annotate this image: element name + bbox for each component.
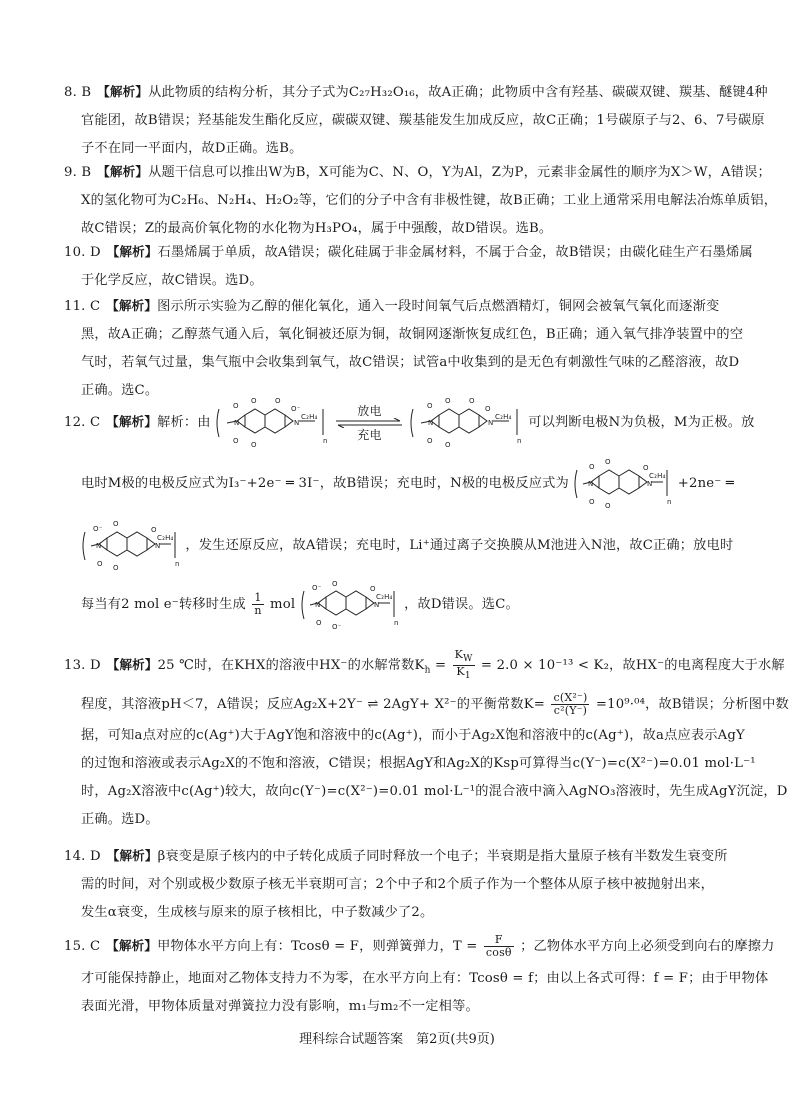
svg-text:N: N <box>588 479 594 488</box>
svg-text:O: O <box>426 436 433 445</box>
svg-text:O: O <box>426 401 433 410</box>
answer-text: 解析：由 <box>157 415 211 430</box>
analysis-tag: 【解析】 <box>106 938 158 953</box>
svg-text:O: O <box>97 559 103 568</box>
svg-text:O: O <box>643 463 650 472</box>
naphthalimide-anion-structure <box>215 395 330 451</box>
question-number: 15. C <box>64 939 101 954</box>
answer-text: 从题干信息可以推出W为B，X可能为C、N、O，Y为Al，Z为P，元素非金属性的顺序为X＞W，A错误； <box>148 165 771 180</box>
answer-text: 黑，故A正确；乙醇蒸气通入后，氧化铜被还原为铜，故铜网逐渐恢复成红色，B正确；通入氧气排净装置中的空 <box>81 327 744 342</box>
charge-label: 充电 <box>357 427 382 442</box>
answer-text: ；乙物体水平方向上必须受到向右的摩擦力 <box>520 939 775 954</box>
naphthalimide-structure <box>573 456 673 512</box>
svg-text:C₂H₄: C₂H₄ <box>649 471 666 480</box>
equilibrium-constant-fraction: $\frac{\text{c(X²⁻)}}{\text{c²(Y⁻)}}$ <box>553 690 588 717</box>
svg-text:O: O <box>113 563 119 572</box>
svg-text:N: N <box>373 600 380 609</box>
svg-text:C₂H₄: C₂H₄ <box>301 412 318 421</box>
analysis-tag: 【解析】 <box>97 164 149 179</box>
answer-text: 程度，其溶液pH＜7，A错误；反应Ag₂X+2Y⁻ ⇌ 2AgY+ X²⁻的平衡常数K= <box>81 696 546 712</box>
answer-text: 官能团，故B错误；羟基能发生酯化反应，碳碳双键、羰基能发生加成反应，故C正确；1号碳原子与2、6、7号碳原 <box>81 113 765 128</box>
question-number: 12. C <box>64 415 101 430</box>
svg-text:C₂H₄: C₂H₄ <box>157 533 174 542</box>
svg-text:O⁻: O⁻ <box>331 622 342 631</box>
answer-text: ，故D错误。选C。 <box>404 597 519 612</box>
svg-text:O: O <box>605 457 612 466</box>
svg-text:O: O <box>233 401 239 410</box>
svg-text:O: O <box>331 579 338 588</box>
answer-text: 据，可知a点对应的c(Ag⁺)大于AgY饱和溶液中的c(Ag⁺)，而小于Ag₂X饱和溶液中的c(Ag⁺)，故a点应表示AgY <box>81 727 745 743</box>
answer-text: 故C错误；Z的最高价氧化物的水化物为H₃PO₄，属于中强酸，故D错误。选B。 <box>81 221 553 236</box>
answer-text: 每当有2 mol e⁻转移时生成 <box>81 597 246 612</box>
answer-text: 石墨烯属于单质，故A错误；碳化硅属于非金属材料，不属于合金，故B错误；由碳化硅生产石墨烯属 <box>157 245 753 260</box>
analysis-tag: 【解析】 <box>97 84 149 99</box>
answer-text: = 2.0 × 10⁻¹³ < K₂，故HX⁻的电离程度大于水解 <box>480 658 785 673</box>
fraction-1-over-n: $\frac{1}{n}$ <box>254 591 262 617</box>
reaction-arrows <box>334 404 404 442</box>
answer-15 <box>64 928 775 1021</box>
answer-13: 13. D 【解析】25 ℃时，在KHX的溶液中HX⁻的水解常数$K_h$ = $\frac{K_W}{K_1}$ = 2.0 × 10⁻¹³ < K₂，故HX⁻的电离程度大于水解 程度，其溶液pH＜7，A错误；反应Ag₂X+2Y⁻ ⇌ 2AgY+ X²⁻的平衡常数K= $\frac{\text{c(X²⁻)}}{\text{c²(Y⁻)}}$ =10⁹·⁰⁴，故B错误；分析图中数 据，可知a点对应的c(Ag⁺)大于AgY饱和溶液中的c(Ag⁺)，而小于Ag₂X饱和溶液中的c(Ag⁺)，故a点应表示AgY 的过饱和溶液或表示Ag₂X的不饱和溶液，C错误；根据AgY和Ag₂X的Ksp可算得当c(Y⁻)=c(X²⁻)=0.01 mol·L⁻¹ 时，Ag₂X溶液中c(Ag⁺)较大，故向c(Y⁻)=c(X²⁻)=0.01 mol·L⁻¹的混合液中滴入AgNO₃溶液时，先生成AgY沉淀，D 正确。选D。 <box>64 648 764 834</box>
f-over-cos-theta-fraction: $\frac{F}{\cos\theta}$ <box>485 933 512 959</box>
svg-text:C₂H₄: C₂H₄ <box>375 592 393 601</box>
svg-text:n: n <box>516 436 522 445</box>
discharge-label: 放电 <box>357 403 382 418</box>
answer-10 <box>64 238 764 295</box>
question-number: 10. D <box>64 245 101 260</box>
reduced-naphthalimide-structure <box>81 518 181 574</box>
answer-text: X的氢化物可为C₂H₆、N₂H₄、H₂O₂等，它们的分子中含有非极性键，故B正确；工业上通常采用电解法冶炼单质铝， <box>81 193 778 208</box>
svg-text:C₂H₄: C₂H₄ <box>494 412 512 421</box>
svg-text:O: O <box>589 497 596 506</box>
svg-text:O: O <box>468 396 475 405</box>
svg-text:n: n <box>393 618 399 627</box>
answer-text: ，发生还原反应，故A错误；充电时，Li⁺通过离子交换膜从M池进入N池，故C正确；放电时 <box>185 538 734 553</box>
answer-text: +2ne⁻ ═ <box>677 476 734 491</box>
answer-text: 从此物质的结构分析，其分子式为C₂₇H₃₂O₁₆，故A正确；此物质中含有羟基、碳碳双键、羰基、醚键4种 <box>148 85 768 100</box>
answer-12 <box>64 392 764 633</box>
svg-text:O: O <box>369 584 376 593</box>
question-number: 8. B <box>64 85 92 100</box>
svg-text:N: N <box>314 600 321 609</box>
answer-14 <box>64 842 764 927</box>
svg-text:O⁻: O⁻ <box>311 583 322 592</box>
answer-text: 气时，若氧气过量，集气瓶中会收集到氧气，故C错误；试管a中收集到的是无色有刺激性气味的乙醛溶液，故D <box>81 355 740 370</box>
question-number: 11. C <box>64 299 101 314</box>
answer-text: 图示所示实验为乙醇的催化氧化，通入一段时间氧气后点燃酒精灯，铜网会被氧气氧化而逐渐变 <box>157 299 720 314</box>
svg-text:O: O <box>444 440 451 449</box>
analysis-tag: 【解析】 <box>106 244 158 259</box>
question-number: 14. D <box>64 849 101 864</box>
analysis-tag: 【解析】 <box>106 414 158 429</box>
answer-text: mol <box>270 597 296 612</box>
subscript-h: h <box>424 665 431 676</box>
svg-text:N: N <box>427 418 434 427</box>
answer-11 <box>64 292 764 405</box>
analysis-tag: 【解析】 <box>106 848 158 863</box>
svg-text:O: O <box>151 525 157 534</box>
answer-text: =10⁹·⁰⁴，故B错误；分析图中数 <box>595 696 789 712</box>
svg-text:n: n <box>667 497 672 506</box>
equilibrium-arrow-icon <box>334 418 404 428</box>
svg-text:O: O <box>589 462 596 471</box>
answer-text: 才可能保持静止，地面对乙物体支持力不为零，在水平方向上有：Tcosθ = f；由以上各式可得：f = F；由于甲物体 <box>81 971 769 986</box>
answer-text: 正确。选D。 <box>81 811 159 827</box>
answer-text: 电时M极的电极反应式为I₃⁻+2e⁻ ═ 3I⁻，故B错误；充电时，N极的电极反应式为 <box>81 476 569 491</box>
answer-text: 正确。选C。 <box>81 383 159 398</box>
product-structure <box>300 579 400 631</box>
answer-text: β衰变是原子核内的中子转化成质子同时释放一个电子；半衰期是指大量原子核有半数发生衰变所 <box>157 849 728 864</box>
answer-text: 可以判断电极N为负极，M为正极。放 <box>528 415 755 430</box>
svg-text:N: N <box>294 418 300 427</box>
kw-over-k1-fraction: $\frac{K_W}{K_1}$ <box>454 647 473 682</box>
svg-text:O: O <box>233 436 239 445</box>
svg-text:O⁻: O⁻ <box>93 524 103 533</box>
answer-text: 需的时间，对个别或极少数原子核无半衰期可言；2个中子和2个质子作为一个整体从原子核中被抛射出来， <box>81 877 715 892</box>
answer-text: 时，Ag₂X溶液中c(Ag⁺)较大，故向c(Y⁻)=c(X²⁻)=0.01 mol·L⁻¹的混合液中滴入AgNO₃溶液时，先生成AgY沉淀，D <box>81 783 788 799</box>
question-number: 13. D <box>64 658 101 673</box>
svg-text:O: O <box>444 396 451 405</box>
question-number: 9. B <box>64 165 92 180</box>
naphthalimide-neutral-structure <box>409 395 524 451</box>
svg-text:O: O <box>484 404 491 413</box>
answer-text: 发生α衰变，生成核与原来的原子核相比，中子数减少了2。 <box>81 905 434 920</box>
svg-text:O: O <box>315 618 322 627</box>
svg-text:O: O <box>113 519 119 528</box>
analysis-tag: 【解析】 <box>106 298 158 313</box>
answer-9 <box>64 158 778 243</box>
answer-text: 甲物体水平方向上有：Tcosθ = F，则弹簧弹力，T = <box>157 939 482 954</box>
svg-text:N: N <box>96 541 102 550</box>
answer-text: 的过饱和溶液或表示Ag₂X的不饱和溶液，C错误；根据AgY和Ag₂X的Ksp可算得当c(Y⁻)=c(X²⁻)=0.01 mol·L⁻¹ <box>81 755 756 771</box>
svg-text:n: n <box>323 436 328 445</box>
svg-text:O: O <box>605 501 612 510</box>
answer-8 <box>64 78 768 163</box>
svg-text:O: O <box>275 396 281 405</box>
answer-text: 子不在同一平面内，故D正确。选B。 <box>81 141 303 156</box>
svg-text:O: O <box>251 396 257 405</box>
page-footer: 理科综合试题答案 第2页(共9页) <box>299 1032 495 1047</box>
answer-text: 表面光滑，甲物体质量对弹簧拉力没有影响，m₁与m₂不一定相等。 <box>81 999 479 1014</box>
svg-text:N: N <box>155 541 161 550</box>
svg-text:N: N <box>487 418 494 427</box>
svg-text:N: N <box>647 479 653 488</box>
answer-text: 25 ℃时，在KHX的溶液中HX⁻的水解常数K <box>157 658 425 673</box>
svg-text:n: n <box>175 559 180 568</box>
svg-text:O⁻: O⁻ <box>291 404 301 413</box>
svg-text:O: O <box>251 440 257 449</box>
svg-text:N: N <box>234 418 240 427</box>
analysis-tag: 【解析】 <box>106 657 158 672</box>
answer-text: 于化学反应，故C错误。选D。 <box>81 273 263 288</box>
